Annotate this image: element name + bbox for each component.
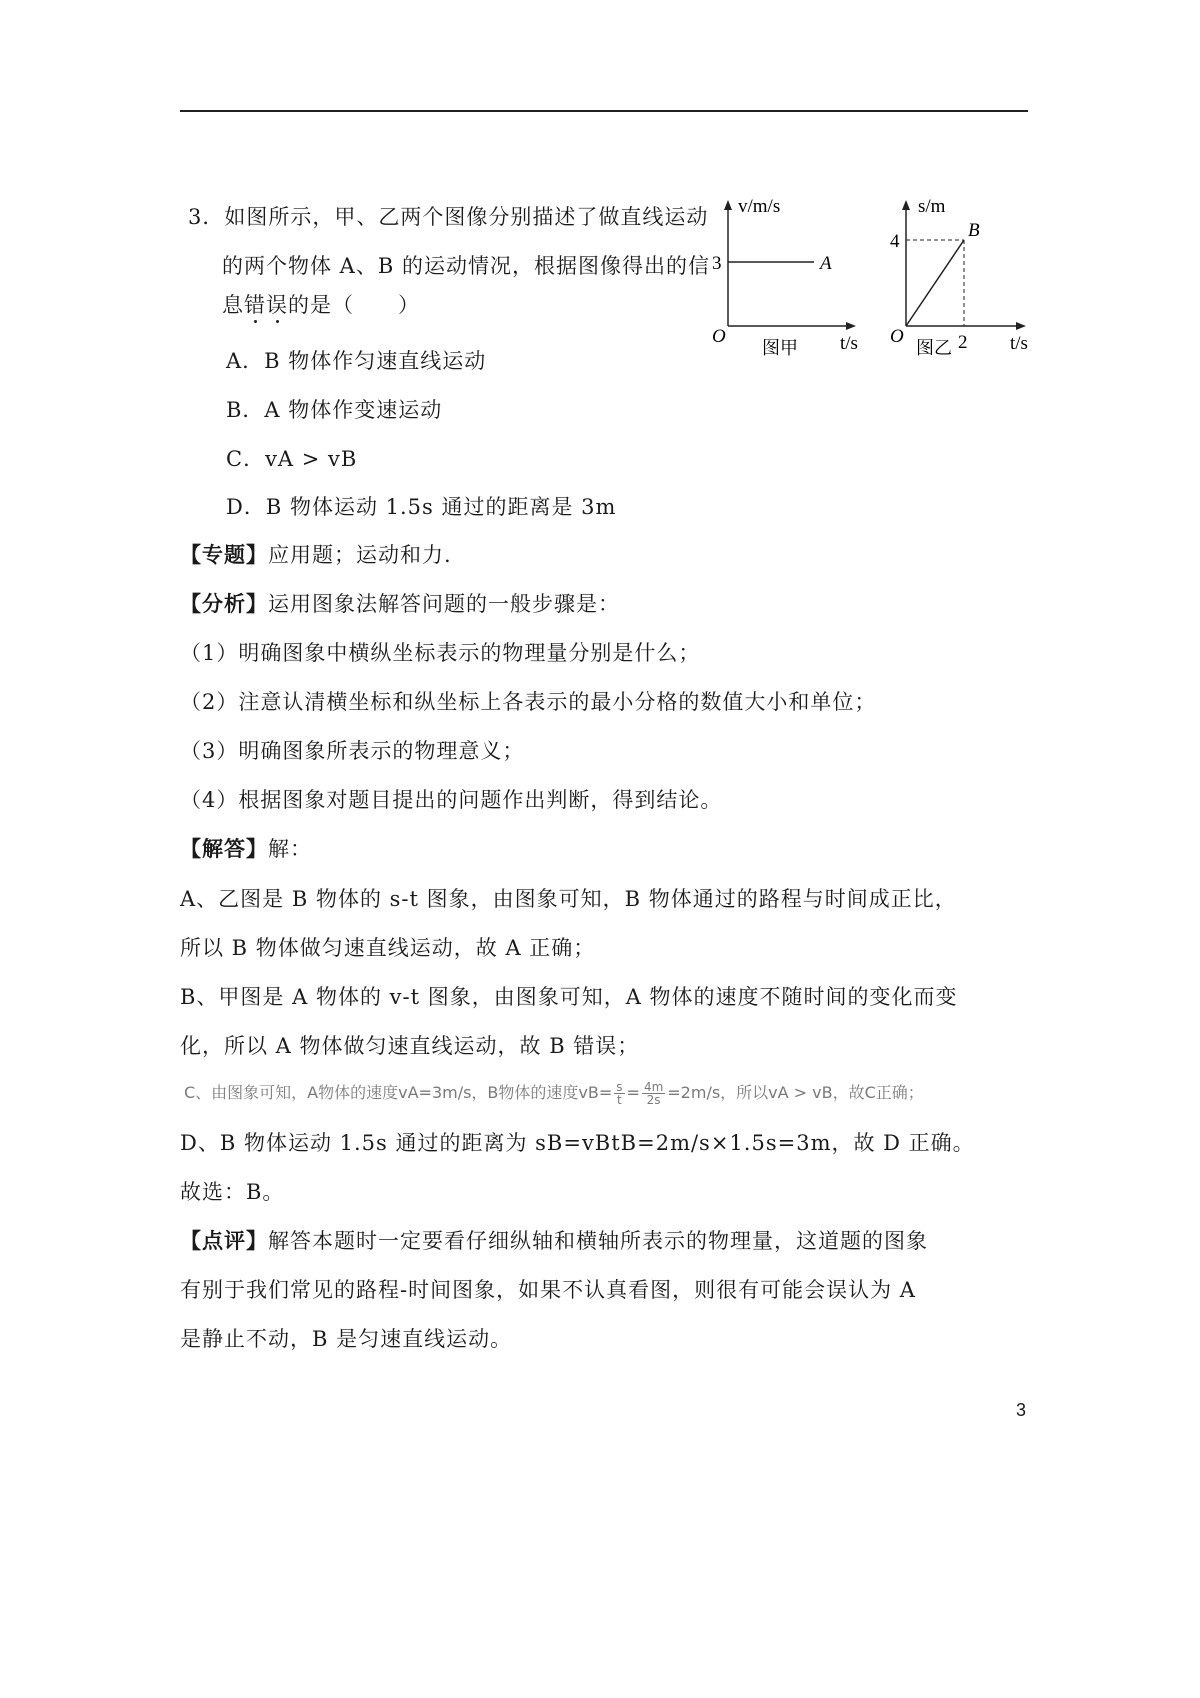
jia-ytick: 3 <box>712 253 722 274</box>
jieda-line <box>180 834 312 864</box>
dianping-line-3: 是静止不动，B 是匀速直线运动。 <box>180 1327 513 1351</box>
yi-ylabel: s/m <box>918 196 946 217</box>
dianping-text: 解答本题时一定要看仔细纵轴和横轴所表示的物理量，这道题的图象 <box>268 1229 928 1253</box>
question-line-3: 息错 误 的是（ ） <box>222 290 420 320</box>
jia-xlabel: t/s <box>840 333 858 354</box>
zhuanti-text: 应用题；运动和力. <box>268 543 452 567</box>
answer-a-line-1: A、乙图是 B 物体的 s-t 图象，由图象可知，B 物体通过的路程与时间成正比， <box>180 887 957 911</box>
question-line-1: 3．如图所示，甲、乙两个图像分别描述了做直线运动 <box>188 205 709 229</box>
question-line-2: 的两个物体 A、B 的运动情况，根据图像得出的信 <box>222 254 710 278</box>
dianping-line-1 <box>180 1226 928 1256</box>
figure-jia <box>700 190 870 370</box>
page-number: 3 <box>1016 1400 1027 1420</box>
zhuanti-tag: 【专题】 <box>180 542 268 567</box>
dianping-tag: 【点评】 <box>180 1228 268 1253</box>
fraction-4m-over-2s: $\frac{4m}{2s}$ <box>643 1080 664 1107</box>
jia-ylabel: v/m/s <box>738 196 781 217</box>
jieda-text: 解： <box>268 837 312 861</box>
answer-c-line: C、由图象可知，A物体的速度vA=3m/s，B物体的速度vB= $\frac{s}{t}$ = $\frac{4m}{2s}$ =2m/s，所以vA > vB，故C正确； <box>184 1080 924 1107</box>
option-b: B．A 物体作变速运动 <box>226 398 443 422</box>
yi-caption: 图乙 <box>916 338 952 358</box>
emphasis-char: 误 <box>266 293 288 317</box>
jia-x-arrow <box>846 322 856 330</box>
yi-xtick: 2 <box>958 332 968 353</box>
figure-yi <box>880 190 1040 370</box>
final-answer: 故选：B。 <box>180 1180 285 1204</box>
yi-line-b <box>906 240 964 326</box>
answer-d-line: D、B 物体运动 1.5s 通过的距离为 sB=vBtB=2m/s×1.5s=3m，故 D 正确。 <box>180 1131 975 1155</box>
header-rule <box>180 110 1028 112</box>
jia-y-arrow <box>724 200 732 210</box>
fenxi-step-2: （2）注意认清横坐标和纵坐标上各表示的最小分格的数值大小和单位； <box>180 690 877 714</box>
emphasis-char: 错 <box>244 293 266 317</box>
jia-caption: 图甲 <box>762 338 798 358</box>
option-d: D．B 物体运动 1.5s 通过的距离是 3m <box>226 495 617 519</box>
answer-b-line-1: B、甲图是 A 物体的 v-t 图象，由图象可知，A 物体的速度不随时间的变化而变 <box>180 985 958 1009</box>
fraction-s-over-t: $\frac{s}{t}$ <box>616 1080 623 1107</box>
jia-origin: O <box>712 326 726 347</box>
dianping-line-2: 有别于我们常见的路程-时间图象，如果不认真看图，则很有可能会误认为 A <box>180 1278 916 1302</box>
fenxi-step-4: （4）根据图象对题目提出的问题作出判断，得到结论。 <box>180 788 723 812</box>
yi-y-arrow <box>902 200 910 210</box>
jia-line-label: A <box>820 253 832 274</box>
fenxi-text: 运用图象法解答问题的一般步骤是： <box>268 592 620 616</box>
answer-a-line-2: 所以 B 物体做匀速直线运动，故 A 正确； <box>180 936 596 960</box>
fenxi-line <box>180 589 620 619</box>
fenxi-step-1: （1）明确图象中横纵坐标表示的物理量分别是什么； <box>180 641 701 665</box>
answer-b-line-2: 化，所以 A 物体做匀速直线运动，故 B 错误； <box>180 1034 640 1058</box>
option-c: C．vA > vB <box>226 447 358 471</box>
fenxi-step-3: （3）明确图象所表示的物理意义； <box>180 739 525 763</box>
option-a: A．B 物体作匀速直线运动 <box>226 349 487 373</box>
yi-xlabel: t/s <box>1010 333 1028 354</box>
yi-point-label: B <box>968 220 980 241</box>
jieda-tag: 【解答】 <box>180 836 268 861</box>
zhuanti-line <box>180 540 452 570</box>
yi-ytick: 4 <box>890 231 900 252</box>
yi-x-arrow <box>1016 322 1026 330</box>
yi-origin: O <box>890 326 904 347</box>
fenxi-tag: 【分析】 <box>180 591 268 616</box>
